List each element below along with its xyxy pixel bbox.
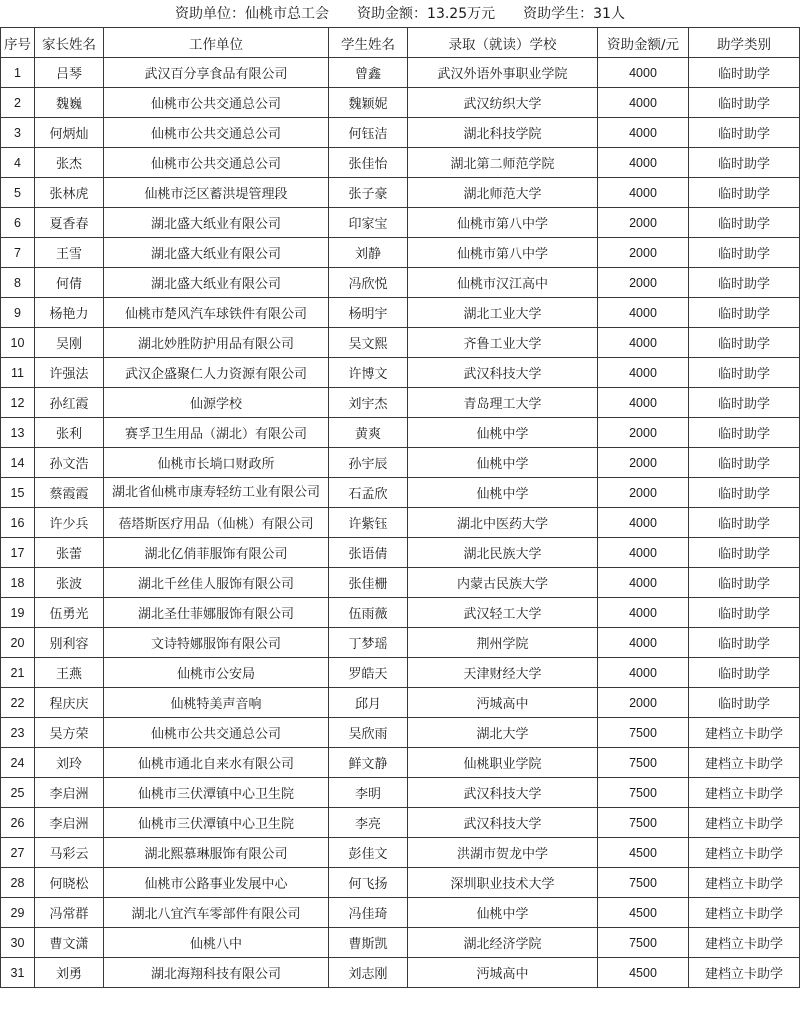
cell-school: 湖北科技学院	[408, 118, 598, 148]
cell-aid-amount: 4000	[598, 568, 689, 598]
cell-school: 武汉科技大学	[408, 358, 598, 388]
cell-parent-name: 李启洲	[35, 778, 104, 808]
cell-parent-name: 何倩	[35, 268, 104, 298]
cell-school: 荆州学院	[408, 628, 598, 658]
cell-row-number: 5	[1, 178, 35, 208]
cell-employer: 仙桃市楚风汽车球铁件有限公司	[104, 298, 329, 328]
cell-school: 仙桃市第八中学	[408, 208, 598, 238]
cell-student-name: 邱月	[329, 688, 408, 718]
cell-student-name: 张佳栅	[329, 568, 408, 598]
cell-employer: 湖北圣仕菲娜服饰有限公司	[104, 598, 329, 628]
table-row	[1, 58, 800, 88]
sponsor-label: 资助单位：仙桃市总工会	[175, 6, 330, 22]
header-no: 序号	[1, 28, 35, 58]
cell-school: 仙桃中学	[408, 448, 598, 478]
table-row	[1, 718, 800, 748]
cell-row-number: 19	[1, 598, 35, 628]
cell-parent-name: 王燕	[35, 658, 104, 688]
cell-student-name: 刘静	[329, 238, 408, 268]
cell-school: 湖北工业大学	[408, 298, 598, 328]
cell-parent-name: 孙红霞	[35, 388, 104, 418]
table-row	[1, 448, 800, 478]
cell-school: 湖北中医药大学	[408, 508, 598, 538]
cell-employer: 仙桃市公共交通总公司	[104, 718, 329, 748]
cell-parent-name: 孙文浩	[35, 448, 104, 478]
table-row	[1, 778, 800, 808]
table-row	[1, 358, 800, 388]
cell-row-number: 2	[1, 88, 35, 118]
cell-row-number: 1	[1, 58, 35, 88]
table-row	[1, 658, 800, 688]
cell-aid-category: 建档立卡助学	[689, 868, 800, 898]
cell-parent-name: 伍勇光	[35, 598, 104, 628]
cell-aid-amount: 7500	[598, 808, 689, 838]
cell-aid-amount: 4000	[598, 328, 689, 358]
cell-parent-name: 张杰	[35, 148, 104, 178]
cell-parent-name: 刘勇	[35, 958, 104, 988]
cell-aid-amount: 4000	[598, 508, 689, 538]
table-row	[1, 538, 800, 568]
cell-student-name: 石孟欣	[329, 478, 408, 508]
cell-employer: 蓓塔斯医疗用品（仙桃）有限公司	[104, 508, 329, 538]
cell-aid-category: 建档立卡助学	[689, 808, 800, 838]
cell-aid-category: 建档立卡助学	[689, 778, 800, 808]
cell-aid-category: 建档立卡助学	[689, 718, 800, 748]
table-row	[1, 598, 800, 628]
cell-row-number: 10	[1, 328, 35, 358]
cell-row-number: 8	[1, 268, 35, 298]
cell-aid-category: 临时助学	[689, 508, 800, 538]
table-row	[1, 838, 800, 868]
table-row	[1, 208, 800, 238]
cell-parent-name: 冯常群	[35, 898, 104, 928]
cell-aid-category: 建档立卡助学	[689, 958, 800, 988]
students-label: 资助学生：31人	[523, 6, 625, 22]
cell-school: 齐鲁工业大学	[408, 328, 598, 358]
cell-employer: 仙桃市三伏潭镇中心卫生院	[104, 808, 329, 838]
cell-aid-amount: 4000	[598, 88, 689, 118]
cell-student-name: 何钰洁	[329, 118, 408, 148]
cell-aid-category: 临时助学	[689, 658, 800, 688]
cell-parent-name: 许少兵	[35, 508, 104, 538]
cell-aid-category: 临时助学	[689, 328, 800, 358]
cell-aid-amount: 7500	[598, 928, 689, 958]
cell-employer: 仙源学校	[104, 388, 329, 418]
cell-aid-amount: 4000	[598, 178, 689, 208]
cell-row-number: 23	[1, 718, 35, 748]
table-row	[1, 508, 800, 538]
cell-row-number: 9	[1, 298, 35, 328]
cell-aid-category: 临时助学	[689, 688, 800, 718]
cell-student-name: 冯佳琦	[329, 898, 408, 928]
cell-aid-amount: 4000	[598, 118, 689, 148]
header-employer: 工作单位	[104, 28, 329, 58]
cell-aid-category: 临时助学	[689, 298, 800, 328]
cell-aid-category: 临时助学	[689, 268, 800, 298]
table-row	[1, 418, 800, 448]
cell-school: 武汉外语外事职业学院	[408, 58, 598, 88]
cell-parent-name: 张林虎	[35, 178, 104, 208]
cell-employer: 仙桃特美声音响	[104, 688, 329, 718]
cell-parent-name: 张蕾	[35, 538, 104, 568]
cell-aid-category: 建档立卡助学	[689, 838, 800, 868]
cell-employer: 湖北海翔科技有限公司	[104, 958, 329, 988]
cell-aid-category: 临时助学	[689, 238, 800, 268]
aid-recipients-table	[0, 27, 800, 988]
cell-student-name: 罗皓天	[329, 658, 408, 688]
cell-parent-name: 别利容	[35, 628, 104, 658]
cell-aid-amount: 4000	[598, 388, 689, 418]
cell-aid-category: 临时助学	[689, 178, 800, 208]
cell-employer: 赛孚卫生用品（湖北）有限公司	[104, 418, 329, 448]
cell-row-number: 13	[1, 418, 35, 448]
cell-student-name: 彭佳文	[329, 838, 408, 868]
cell-aid-category: 建档立卡助学	[689, 928, 800, 958]
cell-parent-name: 李启洲	[35, 808, 104, 838]
cell-student-name: 冯欣悦	[329, 268, 408, 298]
cell-aid-amount: 2000	[598, 208, 689, 238]
cell-row-number: 22	[1, 688, 35, 718]
table-row	[1, 238, 800, 268]
cell-school: 武汉纺织大学	[408, 88, 598, 118]
cell-row-number: 3	[1, 118, 35, 148]
cell-school: 内蒙古民族大学	[408, 568, 598, 598]
cell-aid-category: 建档立卡助学	[689, 748, 800, 778]
cell-row-number: 26	[1, 808, 35, 838]
cell-aid-amount: 2000	[598, 688, 689, 718]
cell-employer: 仙桃八中	[104, 928, 329, 958]
cell-student-name: 许博文	[329, 358, 408, 388]
cell-school: 仙桃中学	[408, 478, 598, 508]
cell-aid-amount: 4000	[598, 658, 689, 688]
cell-aid-category: 临时助学	[689, 538, 800, 568]
cell-parent-name: 马彩云	[35, 838, 104, 868]
table-row	[1, 148, 800, 178]
cell-parent-name: 魏巍	[35, 88, 104, 118]
cell-aid-amount: 4000	[598, 628, 689, 658]
table-row	[1, 388, 800, 418]
cell-row-number: 4	[1, 148, 35, 178]
cell-school: 湖北师范大学	[408, 178, 598, 208]
cell-aid-category: 临时助学	[689, 448, 800, 478]
cell-school: 武汉科技大学	[408, 778, 598, 808]
amount-label: 资助金额：13.25万元	[357, 6, 496, 22]
table-row	[1, 88, 800, 118]
cell-student-name: 李明	[329, 778, 408, 808]
cell-school: 仙桃中学	[408, 418, 598, 448]
cell-aid-amount: 2000	[598, 268, 689, 298]
cell-employer: 武汉企盛聚仁人力资源有限公司	[104, 358, 329, 388]
cell-row-number: 18	[1, 568, 35, 598]
table-row	[1, 268, 800, 298]
cell-student-name: 刘志刚	[329, 958, 408, 988]
cell-school: 沔城高中	[408, 688, 598, 718]
cell-row-number: 28	[1, 868, 35, 898]
cell-school: 武汉科技大学	[408, 808, 598, 838]
cell-parent-name: 吴刚	[35, 328, 104, 358]
table-row	[1, 688, 800, 718]
cell-student-name: 吴欣雨	[329, 718, 408, 748]
cell-school: 湖北经济学院	[408, 928, 598, 958]
cell-employer: 仙桃市公共交通总公司	[104, 88, 329, 118]
cell-employer: 仙桃市公共交通总公司	[104, 148, 329, 178]
cell-aid-amount: 4000	[598, 538, 689, 568]
cell-row-number: 27	[1, 838, 35, 868]
cell-row-number: 6	[1, 208, 35, 238]
cell-row-number: 24	[1, 748, 35, 778]
cell-aid-amount: 4000	[598, 298, 689, 328]
cell-school: 武汉轻工大学	[408, 598, 598, 628]
table-row	[1, 958, 800, 988]
cell-aid-amount: 4000	[598, 58, 689, 88]
table-row	[1, 868, 800, 898]
cell-row-number: 21	[1, 658, 35, 688]
cell-aid-amount: 4500	[598, 958, 689, 988]
cell-row-number: 30	[1, 928, 35, 958]
header-amount: 资助金额/元	[598, 28, 689, 58]
cell-aid-amount: 7500	[598, 868, 689, 898]
cell-row-number: 16	[1, 508, 35, 538]
cell-aid-category: 临时助学	[689, 118, 800, 148]
table-row	[1, 118, 800, 148]
cell-aid-category: 临时助学	[689, 568, 800, 598]
cell-student-name: 丁梦瑶	[329, 628, 408, 658]
table-row	[1, 478, 800, 508]
cell-parent-name: 夏香春	[35, 208, 104, 238]
cell-row-number: 31	[1, 958, 35, 988]
header-student-name: 学生姓名	[329, 28, 408, 58]
table-row	[1, 568, 800, 598]
table-row	[1, 748, 800, 778]
cell-student-name: 杨明宇	[329, 298, 408, 328]
cell-parent-name: 张利	[35, 418, 104, 448]
cell-aid-amount: 2000	[598, 478, 689, 508]
cell-aid-amount: 7500	[598, 748, 689, 778]
cell-student-name: 张子豪	[329, 178, 408, 208]
cell-employer: 湖北妙胜防护用品有限公司	[104, 328, 329, 358]
cell-employer: 仙桃市三伏潭镇中心卫生院	[104, 778, 329, 808]
cell-row-number: 7	[1, 238, 35, 268]
cell-student-name: 张佳怡	[329, 148, 408, 178]
cell-student-name: 魏颖妮	[329, 88, 408, 118]
cell-row-number: 12	[1, 388, 35, 418]
cell-employer: 湖北盛大纸业有限公司	[104, 238, 329, 268]
cell-parent-name: 程庆庆	[35, 688, 104, 718]
cell-employer: 文诗特娜服饰有限公司	[104, 628, 329, 658]
cell-employer: 湖北盛大纸业有限公司	[104, 268, 329, 298]
cell-school: 仙桃市第八中学	[408, 238, 598, 268]
cell-row-number: 11	[1, 358, 35, 388]
cell-aid-amount: 4000	[598, 148, 689, 178]
cell-school: 湖北大学	[408, 718, 598, 748]
table-body	[1, 58, 800, 988]
table-row	[1, 928, 800, 958]
cell-school: 沔城高中	[408, 958, 598, 988]
cell-employer: 仙桃市泛区蓄洪堤管理段	[104, 178, 329, 208]
cell-employer: 湖北千丝佳人服饰有限公司	[104, 568, 329, 598]
cell-employer: 湖北熙慕琳服饰有限公司	[104, 838, 329, 868]
cell-row-number: 15	[1, 478, 35, 508]
cell-parent-name: 何炳灿	[35, 118, 104, 148]
cell-aid-category: 临时助学	[689, 388, 800, 418]
cell-school: 仙桃职业学院	[408, 748, 598, 778]
cell-student-name: 曾鑫	[329, 58, 408, 88]
cell-parent-name: 曹文潇	[35, 928, 104, 958]
cell-parent-name: 何晓松	[35, 868, 104, 898]
cell-parent-name: 许强法	[35, 358, 104, 388]
cell-aid-category: 临时助学	[689, 88, 800, 118]
cell-employer: 仙桃市通北自来水有限公司	[104, 748, 329, 778]
cell-student-name: 鲜文静	[329, 748, 408, 778]
cell-aid-category: 临时助学	[689, 598, 800, 628]
cell-aid-amount: 7500	[598, 718, 689, 748]
cell-employer: 湖北八宜汽车零部件有限公司	[104, 898, 329, 928]
cell-student-name: 张语倩	[329, 538, 408, 568]
cell-student-name: 许紫钰	[329, 508, 408, 538]
header-category: 助学类别	[689, 28, 800, 58]
cell-aid-category: 临时助学	[689, 628, 800, 658]
cell-parent-name: 蔡霞霞	[35, 478, 104, 508]
cell-parent-name: 杨艳力	[35, 298, 104, 328]
cell-aid-category: 临时助学	[689, 208, 800, 238]
cell-row-number: 17	[1, 538, 35, 568]
cell-school: 湖北民族大学	[408, 538, 598, 568]
table-row	[1, 898, 800, 928]
cell-aid-category: 临时助学	[689, 478, 800, 508]
cell-school: 青岛理工大学	[408, 388, 598, 418]
cell-school: 仙桃中学	[408, 898, 598, 928]
cell-employer: 仙桃市公路事业发展中心	[104, 868, 329, 898]
cell-school: 湖北第二师范学院	[408, 148, 598, 178]
cell-school: 洪湖市贺龙中学	[408, 838, 598, 868]
cell-aid-amount: 4000	[598, 358, 689, 388]
cell-student-name: 印家宝	[329, 208, 408, 238]
document-title	[0, 0, 800, 27]
cell-parent-name: 刘玲	[35, 748, 104, 778]
cell-student-name: 李亮	[329, 808, 408, 838]
cell-aid-category: 临时助学	[689, 358, 800, 388]
cell-employer: 武汉百分享食品有限公司	[104, 58, 329, 88]
cell-aid-amount: 4000	[598, 598, 689, 628]
cell-employer: 湖北省仙桃市康寿轻纺工业有限公司	[104, 478, 329, 508]
cell-aid-category: 临时助学	[689, 418, 800, 448]
cell-student-name: 曹斯凯	[329, 928, 408, 958]
cell-aid-category: 建档立卡助学	[689, 898, 800, 928]
cell-parent-name: 王雪	[35, 238, 104, 268]
cell-aid-category: 临时助学	[689, 148, 800, 178]
cell-employer: 湖北亿俏菲服饰有限公司	[104, 538, 329, 568]
cell-student-name: 何飞扬	[329, 868, 408, 898]
cell-parent-name: 吴方荣	[35, 718, 104, 748]
cell-employer: 仙桃市公共交通总公司	[104, 118, 329, 148]
cell-row-number: 25	[1, 778, 35, 808]
table-row	[1, 178, 800, 208]
table-row	[1, 628, 800, 658]
cell-aid-amount: 4500	[598, 898, 689, 928]
table-row	[1, 328, 800, 358]
cell-school: 深圳职业技术大学	[408, 868, 598, 898]
cell-aid-amount: 2000	[598, 238, 689, 268]
cell-parent-name: 吕琴	[35, 58, 104, 88]
header-parent-name: 家长姓名	[35, 28, 104, 58]
cell-aid-category: 临时助学	[689, 58, 800, 88]
table-header-row	[1, 28, 800, 58]
cell-school: 仙桃市汉江高中	[408, 268, 598, 298]
header-school: 录取（就读）学校	[408, 28, 598, 58]
table-row	[1, 298, 800, 328]
cell-employer: 仙桃市公安局	[104, 658, 329, 688]
cell-student-name: 吴文熙	[329, 328, 408, 358]
table-row	[1, 808, 800, 838]
cell-aid-amount: 7500	[598, 778, 689, 808]
cell-row-number: 20	[1, 628, 35, 658]
cell-parent-name: 张波	[35, 568, 104, 598]
cell-employer: 湖北盛大纸业有限公司	[104, 208, 329, 238]
cell-student-name: 伍雨薇	[329, 598, 408, 628]
cell-student-name: 黄爽	[329, 418, 408, 448]
cell-student-name: 刘宇杰	[329, 388, 408, 418]
cell-aid-amount: 4500	[598, 838, 689, 868]
cell-student-name: 孙宇辰	[329, 448, 408, 478]
cell-employer: 仙桃市长埫口财政所	[104, 448, 329, 478]
cell-aid-amount: 2000	[598, 418, 689, 448]
cell-row-number: 14	[1, 448, 35, 478]
cell-school: 天津财经大学	[408, 658, 598, 688]
cell-row-number: 29	[1, 898, 35, 928]
cell-aid-amount: 2000	[598, 448, 689, 478]
